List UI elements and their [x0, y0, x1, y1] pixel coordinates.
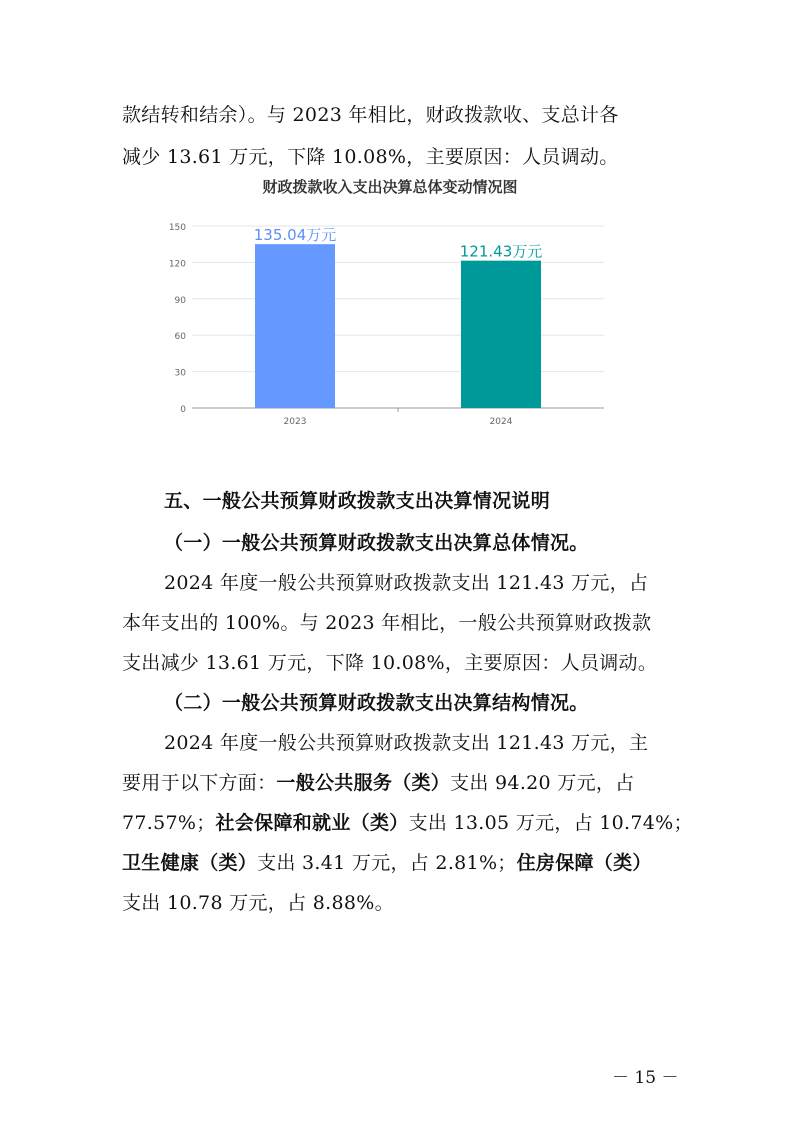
- paragraph-line: 2024 年度一般公共预算财政拨款支出 121.43 万元，占: [164, 572, 649, 594]
- budget-change-chart: [160, 176, 620, 436]
- category-label: 社会保障和就业（类）: [215, 812, 409, 834]
- bar: [461, 261, 541, 408]
- bar: [255, 244, 335, 408]
- text-run: 支出 13.05 万元，占 10.74%；: [408, 812, 693, 834]
- category-label: 一般公共服务（类）: [276, 772, 451, 794]
- paragraph-line: 本年支出的 100%。与 2023 年相比，一般公共预算财政拨款: [122, 612, 652, 634]
- text-run: 支出 3.41 万元，占 2.81%；: [257, 852, 517, 874]
- y-tick-label: 120: [168, 259, 186, 270]
- y-tick-label: 0: [180, 405, 186, 415]
- y-tick-label: 150: [168, 223, 186, 233]
- paragraph-line: 减少 13.61 万元，下降 10.08%，主要原因：人员调动。: [122, 146, 619, 168]
- data-label: 135.04万元: [253, 226, 337, 245]
- y-tick-label: 30: [174, 368, 186, 379]
- subsection-title: （一）一般公共预算财政拨款支出决算总体情况。: [164, 532, 589, 554]
- x-tick-label: 2023: [283, 417, 307, 427]
- category-label: 住房保障（类）: [516, 852, 652, 874]
- chart-svg: [160, 176, 620, 436]
- text-run: 77.57%；: [122, 812, 216, 834]
- category-label: 卫生健康（类）: [122, 852, 258, 874]
- page-number: － 15 －: [612, 1068, 679, 1088]
- paragraph-line: 2024 年度一般公共预算财政拨款支出 121.43 万元，主: [164, 732, 649, 754]
- x-tick-label: 2024: [489, 417, 513, 427]
- subsection-title: （二）一般公共预算财政拨款支出决算结构情况。: [164, 692, 589, 714]
- data-label: 121.43万元: [459, 242, 543, 261]
- text-run: 支出 94.20 万元，占: [450, 772, 635, 794]
- paragraph-line: [122, 848, 652, 875]
- section-title: 五、一般公共预算财政拨款支出决算情况说明: [164, 490, 551, 512]
- y-tick-label: 90: [174, 295, 186, 306]
- y-tick-label: 60: [174, 332, 186, 343]
- paragraph-line: 支出减少 13.61 万元，下降 10.08%，主要原因：人员调动。: [122, 652, 658, 674]
- text-run: 要用于以下方面：: [122, 772, 277, 794]
- paragraph-line: [122, 768, 634, 795]
- chart-title: 财政拨款收入支出决算总体变动情况图: [262, 178, 518, 196]
- paragraph-line: [122, 808, 693, 835]
- paragraph-line: 支出 10.78 万元，占 8.88%。: [122, 892, 394, 914]
- paragraph-line: 款结转和结余）。与 2023 年相比，财政拨款收、支总计各: [122, 104, 619, 126]
